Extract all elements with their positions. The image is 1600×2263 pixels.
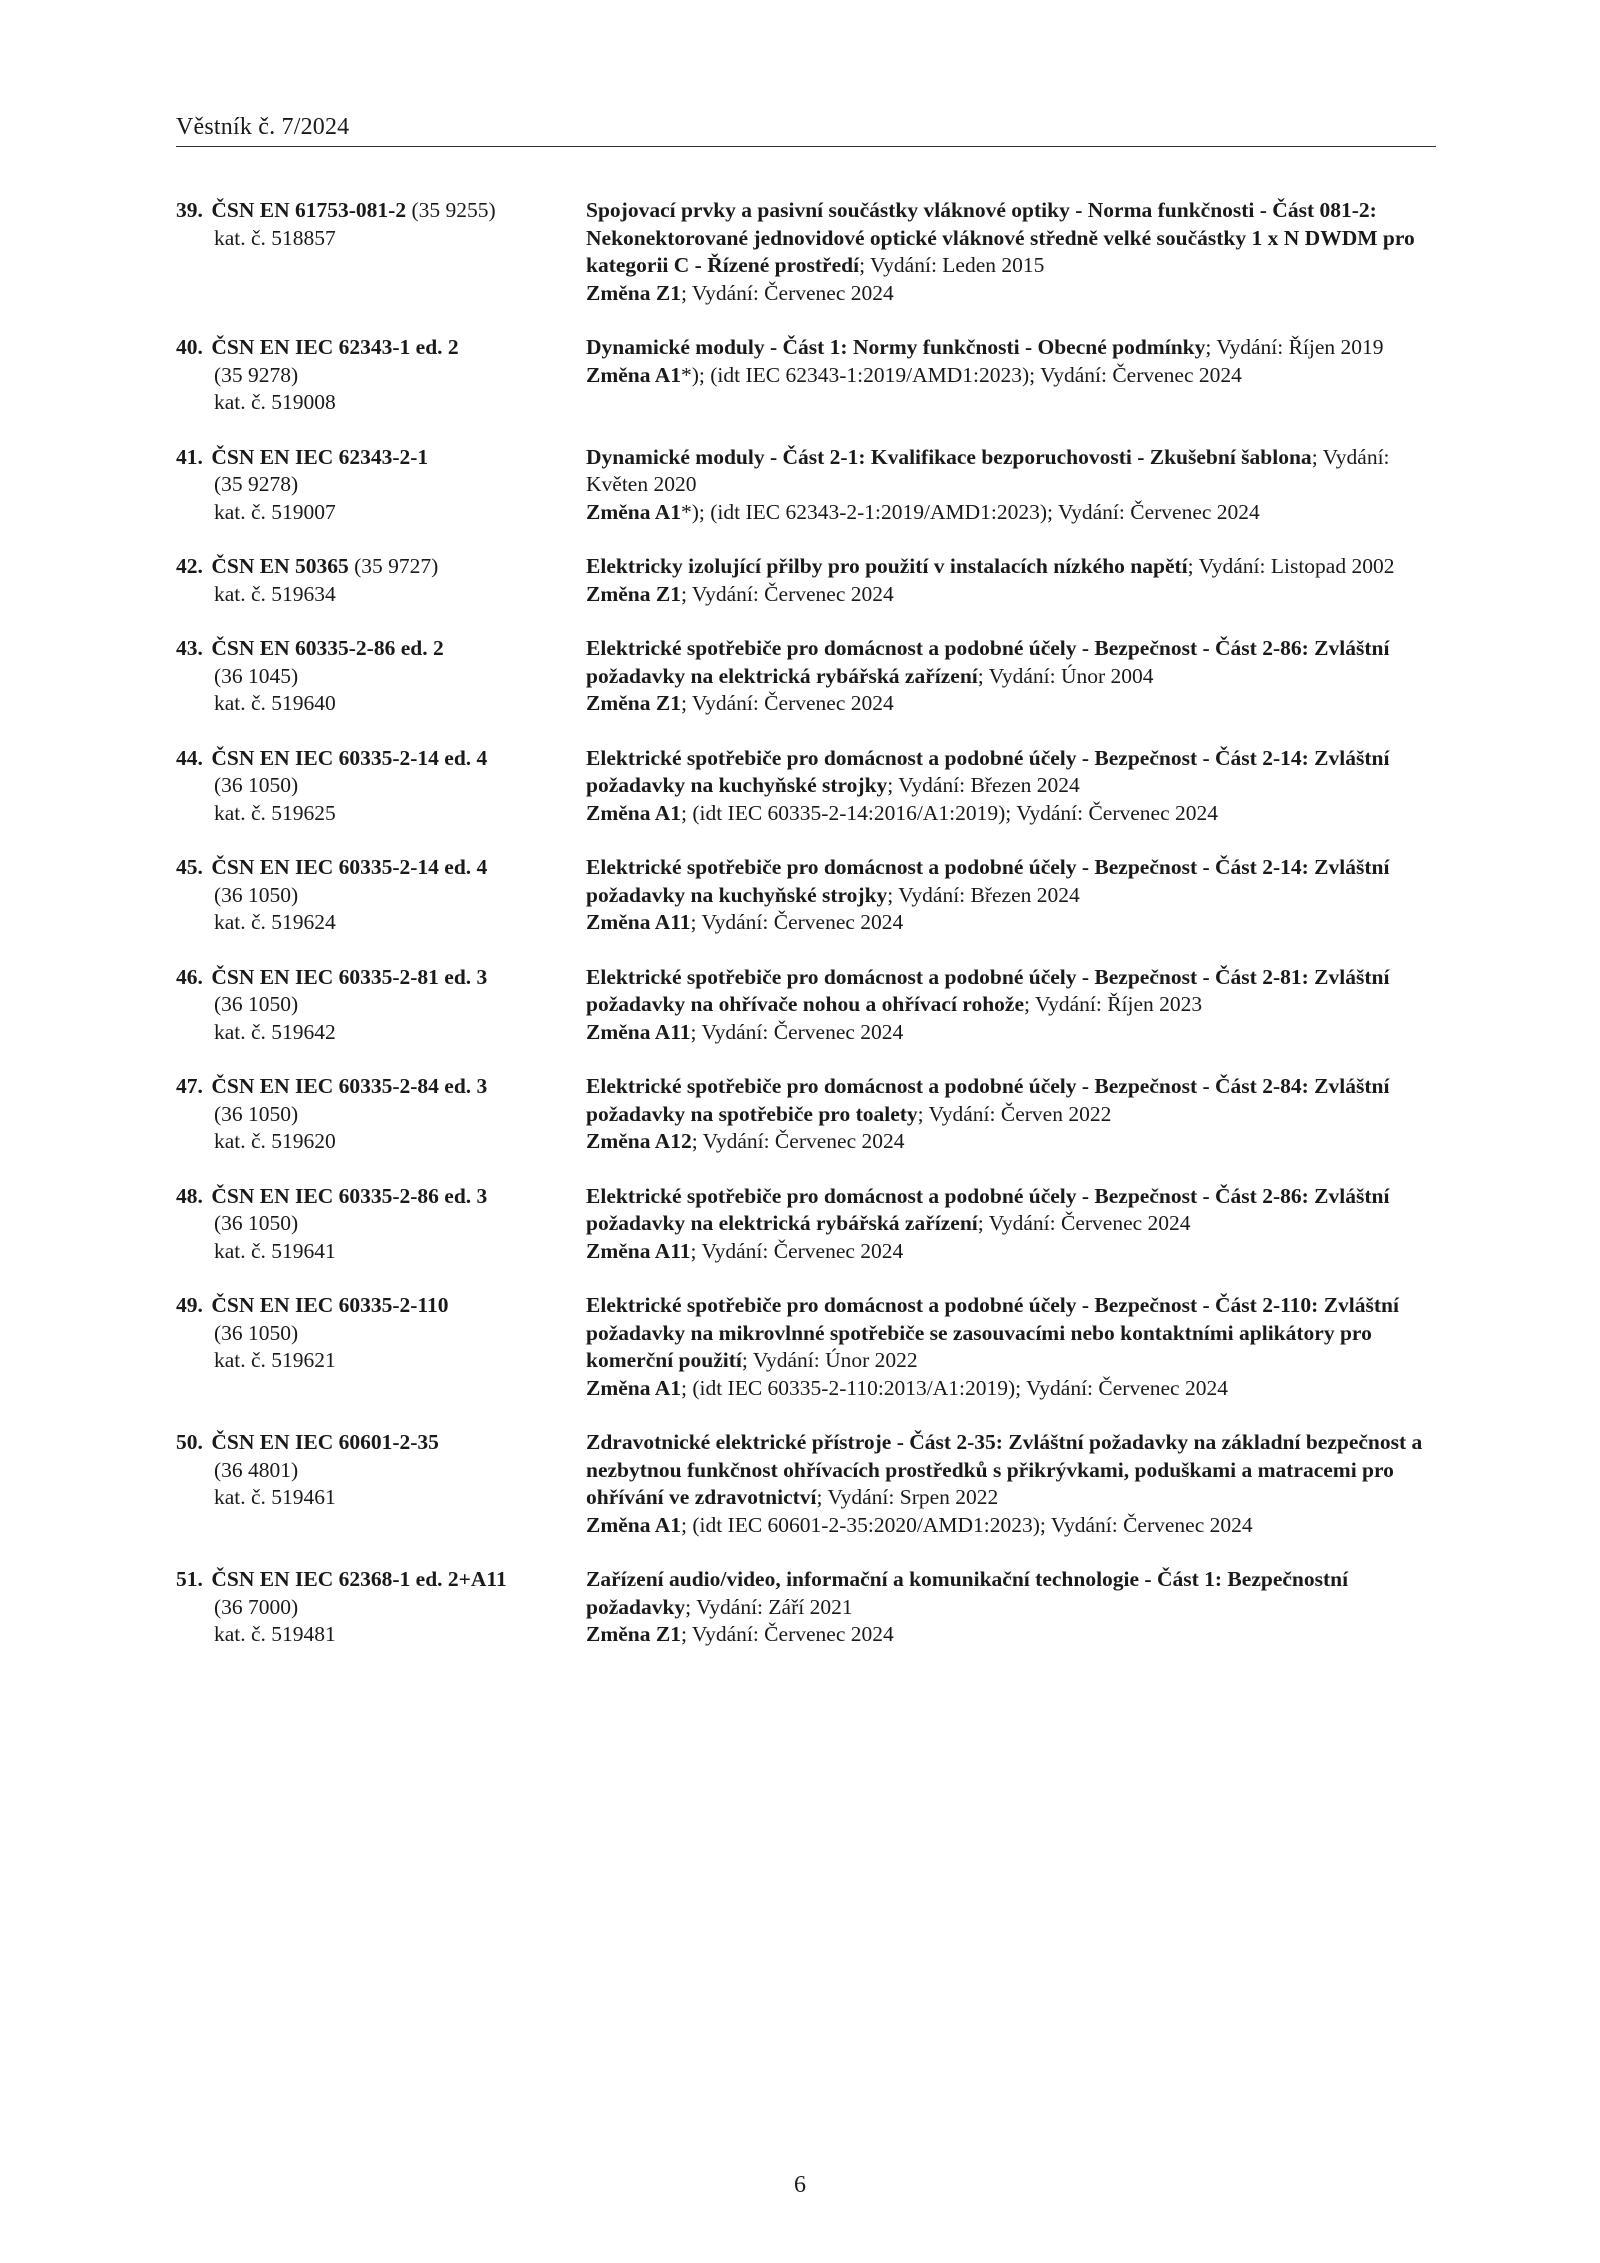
- classification-code: (36 1050): [214, 1320, 299, 1345]
- standard-title: Elektrické spotřebiče pro domácnost a podobné účely - Bezpečnost - Část 2-84: Zvláštní požadavky na spotřebiče pro toalety: [586, 1074, 1390, 1126]
- standard-description: [586, 1429, 1436, 1539]
- standard-identifier: [176, 635, 586, 718]
- standard-code: ČSN EN IEC 60335-2-110: [211, 1293, 449, 1317]
- catalog-number: kat. č. 519642: [214, 1019, 336, 1044]
- entry-number: 45.: [176, 855, 203, 879]
- amendment-label: Změna A11: [586, 1019, 691, 1044]
- standard-title: Elektrické spotřebiče pro domácnost a podobné účely - Bezpečnost - Část 2-14: Zvláštní požadavky na kuchyňské strojky: [586, 745, 1390, 797]
- amendment-line: [586, 1375, 1436, 1403]
- entry-number: 47.: [176, 1074, 203, 1098]
- amendment-line: [586, 800, 1436, 828]
- standard-identifier: [176, 1073, 586, 1156]
- standard-identifier: [176, 1292, 586, 1375]
- standard-title-block: [586, 635, 1436, 690]
- amendment-line: [586, 909, 1436, 937]
- amendment-line: [586, 1512, 1436, 1540]
- classification-code: (36 1050): [214, 1101, 299, 1126]
- issue-date: ; Vydání: Červenec 2024: [977, 1211, 1191, 1235]
- standard-description: [586, 1183, 1436, 1266]
- amendment-details: ; Vydání: Červenec 2024: [690, 1238, 904, 1263]
- standard-identifier: [176, 1429, 586, 1512]
- standard-identifier: [176, 334, 586, 417]
- classification-inline: (35 9727): [348, 554, 439, 578]
- amendment-label: Změna A11: [586, 1238, 691, 1263]
- amendment-label: Změna Z1: [586, 581, 681, 606]
- standard-title-block: [586, 1566, 1436, 1621]
- standard-title: Elektrické spotřebiče pro domácnost a podobné účely - Bezpečnost - Část 2-14: Zvláštní požadavky na kuchyňské strojky: [586, 855, 1390, 907]
- entry-number: 51.: [176, 1567, 203, 1591]
- issue-date: ; Vydání: Červen 2022: [917, 1101, 1112, 1126]
- classification-code: (36 1050): [214, 1211, 299, 1235]
- standard-code: ČSN EN IEC 60335-2-14 ed. 4: [211, 745, 488, 770]
- catalog-number: kat. č. 519007: [214, 499, 336, 524]
- catalog-number: kat. č. 518857: [214, 225, 336, 250]
- standard-identifier: [176, 854, 586, 937]
- amendment-details: ; Vydání: Červenec 2024: [691, 1129, 905, 1153]
- issue-date: ; Vydání: Srpen 2022: [816, 1485, 999, 1509]
- standard-entry: [176, 444, 1436, 527]
- standard-code: ČSN EN IEC 62343-2-1: [211, 444, 429, 469]
- amendment-line: [586, 1019, 1436, 1047]
- standard-title: Elektrické spotřebiče pro domácnost a podobné účely - Bezpečnost - Část 2-86: Zvláštní požadavky na elektrická rybářská zařízení: [586, 1183, 1390, 1235]
- entry-number: 44.: [176, 745, 203, 770]
- standard-identifier: [176, 745, 586, 828]
- standard-description: [586, 197, 1436, 307]
- amendment-line: [586, 690, 1436, 718]
- amendment-details: ; Vydání: Červenec 2024: [680, 280, 894, 305]
- classification-code: (35 9278): [214, 472, 299, 496]
- amendment-details: *); (idt IEC 62343-2-1:2019/AMD1:2023); Vydání: Červenec 2024: [680, 499, 1260, 524]
- standard-description: [586, 1292, 1436, 1402]
- amendment-details: ; Vydání: Červenec 2024: [690, 910, 904, 934]
- standard-title-block: [586, 197, 1436, 280]
- standard-code: ČSN EN IEC 60335-2-14 ed. 4: [211, 855, 488, 879]
- standard-title-block: [586, 1292, 1436, 1375]
- catalog-number: kat. č. 519625: [214, 800, 336, 825]
- standard-title-block: [586, 964, 1436, 1019]
- standard-entry: [176, 1566, 1436, 1649]
- amendment-line: [586, 1238, 1436, 1266]
- standard-entry: [176, 197, 1436, 307]
- amendment-details: ; (idt IEC 60601-2-35:2020/AMD1:2023); Vydání: Červenec 2024: [680, 1512, 1253, 1537]
- standard-title: Elektrické spotřebiče pro domácnost a podobné účely - Bezpečnost - Část 2-81: Zvláštní požadavky na ohřívače nohou a ohřívací rohože: [586, 964, 1390, 1016]
- amendment-label: Změna A1: [586, 499, 681, 524]
- standard-identifier: [176, 964, 586, 1047]
- entry-number: 49.: [176, 1293, 203, 1317]
- issue-date: ; Vydání: Říjen 2019: [1205, 335, 1384, 359]
- standard-code: ČSN EN 61753-081-2: [211, 198, 407, 222]
- classification-code: (36 1045): [214, 663, 299, 688]
- amendment-details: ; Vydání: Červenec 2024: [680, 581, 894, 606]
- standard-code: ČSN EN 50365: [211, 554, 349, 578]
- standard-entry: [176, 1183, 1436, 1266]
- amendment-details: ; Vydání: Červenec 2024: [680, 691, 894, 715]
- standard-entry: [176, 635, 1436, 718]
- standard-identifier: [176, 1566, 586, 1649]
- catalog-number: kat. č. 519008: [214, 390, 336, 414]
- amendment-details: ; (idt IEC 60335-2-14:2016/A1:2019); Vydání: Červenec 2024: [680, 800, 1218, 825]
- catalog-number: kat. č. 519481: [214, 1622, 336, 1646]
- standard-description: [586, 635, 1436, 718]
- standard-title-block: [586, 745, 1436, 800]
- amendment-label: Změna Z1: [586, 1622, 681, 1646]
- amendment-label: Změna Z1: [586, 691, 681, 715]
- standard-description: [586, 964, 1436, 1047]
- classification-code: (36 4801): [214, 1457, 299, 1482]
- classification-code: (36 1050): [214, 882, 299, 907]
- amendment-details: ; Vydání: Červenec 2024: [680, 1622, 894, 1646]
- standard-code: ČSN EN IEC 60335-2-81 ed. 3: [211, 964, 488, 989]
- standard-code: ČSN EN IEC 60601-2-35: [211, 1430, 439, 1454]
- classification-code: (36 1050): [214, 773, 299, 797]
- standard-code: ČSN EN IEC 62368-1 ed. 2+A11: [211, 1567, 507, 1591]
- standard-title: Dynamické moduly - Část 1: Normy funkčnosti - Obecné podmínky: [586, 335, 1206, 359]
- entry-number: 43.: [176, 636, 203, 660]
- catalog-number: kat. č. 519634: [214, 581, 336, 606]
- standard-title: Spojovací prvky a pasivní součástky vláknové optiky - Norma funkčnosti - Část 081-2: Nekonektorované jednovidové optické vláknové středně velké součástky 1 x N DWDM pro kategorii C - Řízené prostředí: [586, 198, 1415, 277]
- amendment-line: [586, 280, 1436, 308]
- standard-description: [586, 553, 1436, 608]
- standard-code: ČSN EN 60335-2-86 ed. 2: [211, 636, 444, 660]
- entry-number: 41.: [176, 444, 203, 469]
- journal-header-title: Věstník č. 7/2024: [176, 114, 350, 140]
- amendment-label: Změna A1: [586, 362, 681, 387]
- standard-title: Zařízení audio/video, informační a komunikační technologie - Část 1: Bezpečnostní požadavky: [586, 1567, 1349, 1619]
- issue-date: ; Vydání: Březen 2024: [887, 882, 1080, 907]
- issue-date: ; Vydání: Říjen 2023: [1024, 992, 1203, 1016]
- amendment-label: Změna A11: [586, 910, 691, 934]
- entry-number: 46.: [176, 964, 203, 989]
- amendment-line: [586, 1128, 1436, 1156]
- standard-identifier: [176, 197, 586, 252]
- classification-code: (36 7000): [214, 1594, 299, 1619]
- classification-code: (36 1050): [214, 992, 299, 1016]
- standard-entry: [176, 1429, 1436, 1539]
- header-divider: [176, 146, 1436, 147]
- standard-title: Dynamické moduly - Část 2-1: Kvalifikace bezporuchovosti - Zkušební šablona: [586, 444, 1312, 469]
- standard-identifier: [176, 444, 586, 527]
- standard-entry: [176, 854, 1436, 937]
- amendment-label: Změna A12: [586, 1129, 692, 1153]
- standards-list: [176, 197, 1436, 1649]
- standard-description: [586, 1073, 1436, 1156]
- standard-identifier: [176, 553, 586, 608]
- standard-title-block: [586, 1073, 1436, 1128]
- standard-code: ČSN EN IEC 62343-1 ed. 2: [211, 335, 459, 359]
- standard-description: [586, 854, 1436, 937]
- amendment-line: [586, 499, 1436, 527]
- standard-description: [586, 444, 1436, 527]
- issue-date: ; Vydání: Únor 2022: [741, 1348, 918, 1372]
- standard-title-block: [586, 553, 1436, 581]
- standard-entry: [176, 334, 1436, 417]
- page-number: 6: [794, 2172, 806, 2198]
- standard-title: Elektrické spotřebiče pro domácnost a podobné účely - Bezpečnost - Část 2-110: Zvláštní požadavky na mikrovlnné spotřebiče se zasouvacími nebo kontaktními aplikátory pro komerční použití: [586, 1293, 1399, 1372]
- standard-entry: [176, 745, 1436, 828]
- standard-title-block: [586, 444, 1436, 499]
- catalog-number: kat. č. 519624: [214, 910, 336, 934]
- entry-number: 39.: [176, 198, 203, 222]
- issue-date: ; Vydání: Únor 2004: [977, 663, 1154, 688]
- catalog-number: kat. č. 519641: [214, 1238, 336, 1263]
- standard-title-block: [586, 1429, 1436, 1512]
- standard-title-block: [586, 1183, 1436, 1238]
- standard-description: [586, 1566, 1436, 1649]
- entry-number: 48.: [176, 1183, 203, 1208]
- amendment-label: Změna Z1: [586, 280, 681, 305]
- standard-title-block: [586, 854, 1436, 909]
- amendment-label: Změna A1: [586, 1512, 681, 1537]
- catalog-number: kat. č. 519640: [214, 691, 336, 715]
- amendment-details: ; Vydání: Červenec 2024: [690, 1019, 904, 1044]
- standard-entry: [176, 1292, 1436, 1402]
- amendment-line: [586, 581, 1436, 609]
- issue-date: ; Vydání: Březen 2024: [887, 773, 1080, 797]
- catalog-number: kat. č. 519620: [214, 1129, 336, 1153]
- standard-description: [586, 745, 1436, 828]
- classification-code: (35 9278): [214, 362, 299, 387]
- standard-title: Elektricky izolující přilby pro použití v instalacích nízkého napětí: [586, 554, 1188, 578]
- amendment-line: [586, 362, 1436, 390]
- amendment-label: Změna A1: [586, 1375, 681, 1400]
- standard-description: [586, 334, 1436, 389]
- standard-title-block: [586, 334, 1436, 362]
- standard-identifier: [176, 1183, 586, 1266]
- entry-number: 40.: [176, 335, 203, 359]
- issue-date: ; Vydání: Leden 2015: [859, 253, 1045, 277]
- standard-title: Elektrické spotřebiče pro domácnost a podobné účely - Bezpečnost - Část 2-86: Zvláštní požadavky na elektrická rybářská zařízení: [586, 636, 1390, 688]
- entry-number: 50.: [176, 1430, 203, 1454]
- issue-date: ; Vydání: Květen 2020: [586, 444, 1390, 496]
- standard-entry: [176, 1073, 1436, 1156]
- catalog-number: kat. č. 519621: [214, 1348, 336, 1372]
- amendment-line: [586, 1621, 1436, 1649]
- amendment-details: *); (idt IEC 62343-1:2019/AMD1:2023); Vydání: Červenec 2024: [680, 362, 1242, 387]
- standard-code: ČSN EN IEC 60335-2-86 ed. 3: [211, 1183, 488, 1208]
- standard-title: Zdravotnické elektrické přístroje - Část 2-35: Zvláštní požadavky na základní bezpečnost a nezbytnou funkčnost ohřívacích prostředků s přikrývkami, poduškami a matracemi pro ohřívání ve zdravotnictví: [586, 1430, 1423, 1509]
- standard-entry: [176, 553, 1436, 608]
- standard-code: ČSN EN IEC 60335-2-84 ed. 3: [211, 1074, 488, 1098]
- issue-date: ; Vydání: Září 2021: [685, 1594, 853, 1619]
- entry-number: 42.: [176, 554, 203, 578]
- classification-inline: (35 9255): [406, 198, 496, 222]
- issue-date: ; Vydání: Listopad 2002: [1187, 554, 1395, 578]
- amendment-details: ; (idt IEC 60335-2-110:2013/A1:2019); Vydání: Červenec 2024: [680, 1375, 1228, 1400]
- catalog-number: kat. č. 519461: [214, 1485, 336, 1509]
- standard-entry: [176, 964, 1436, 1047]
- amendment-label: Změna A1: [586, 800, 681, 825]
